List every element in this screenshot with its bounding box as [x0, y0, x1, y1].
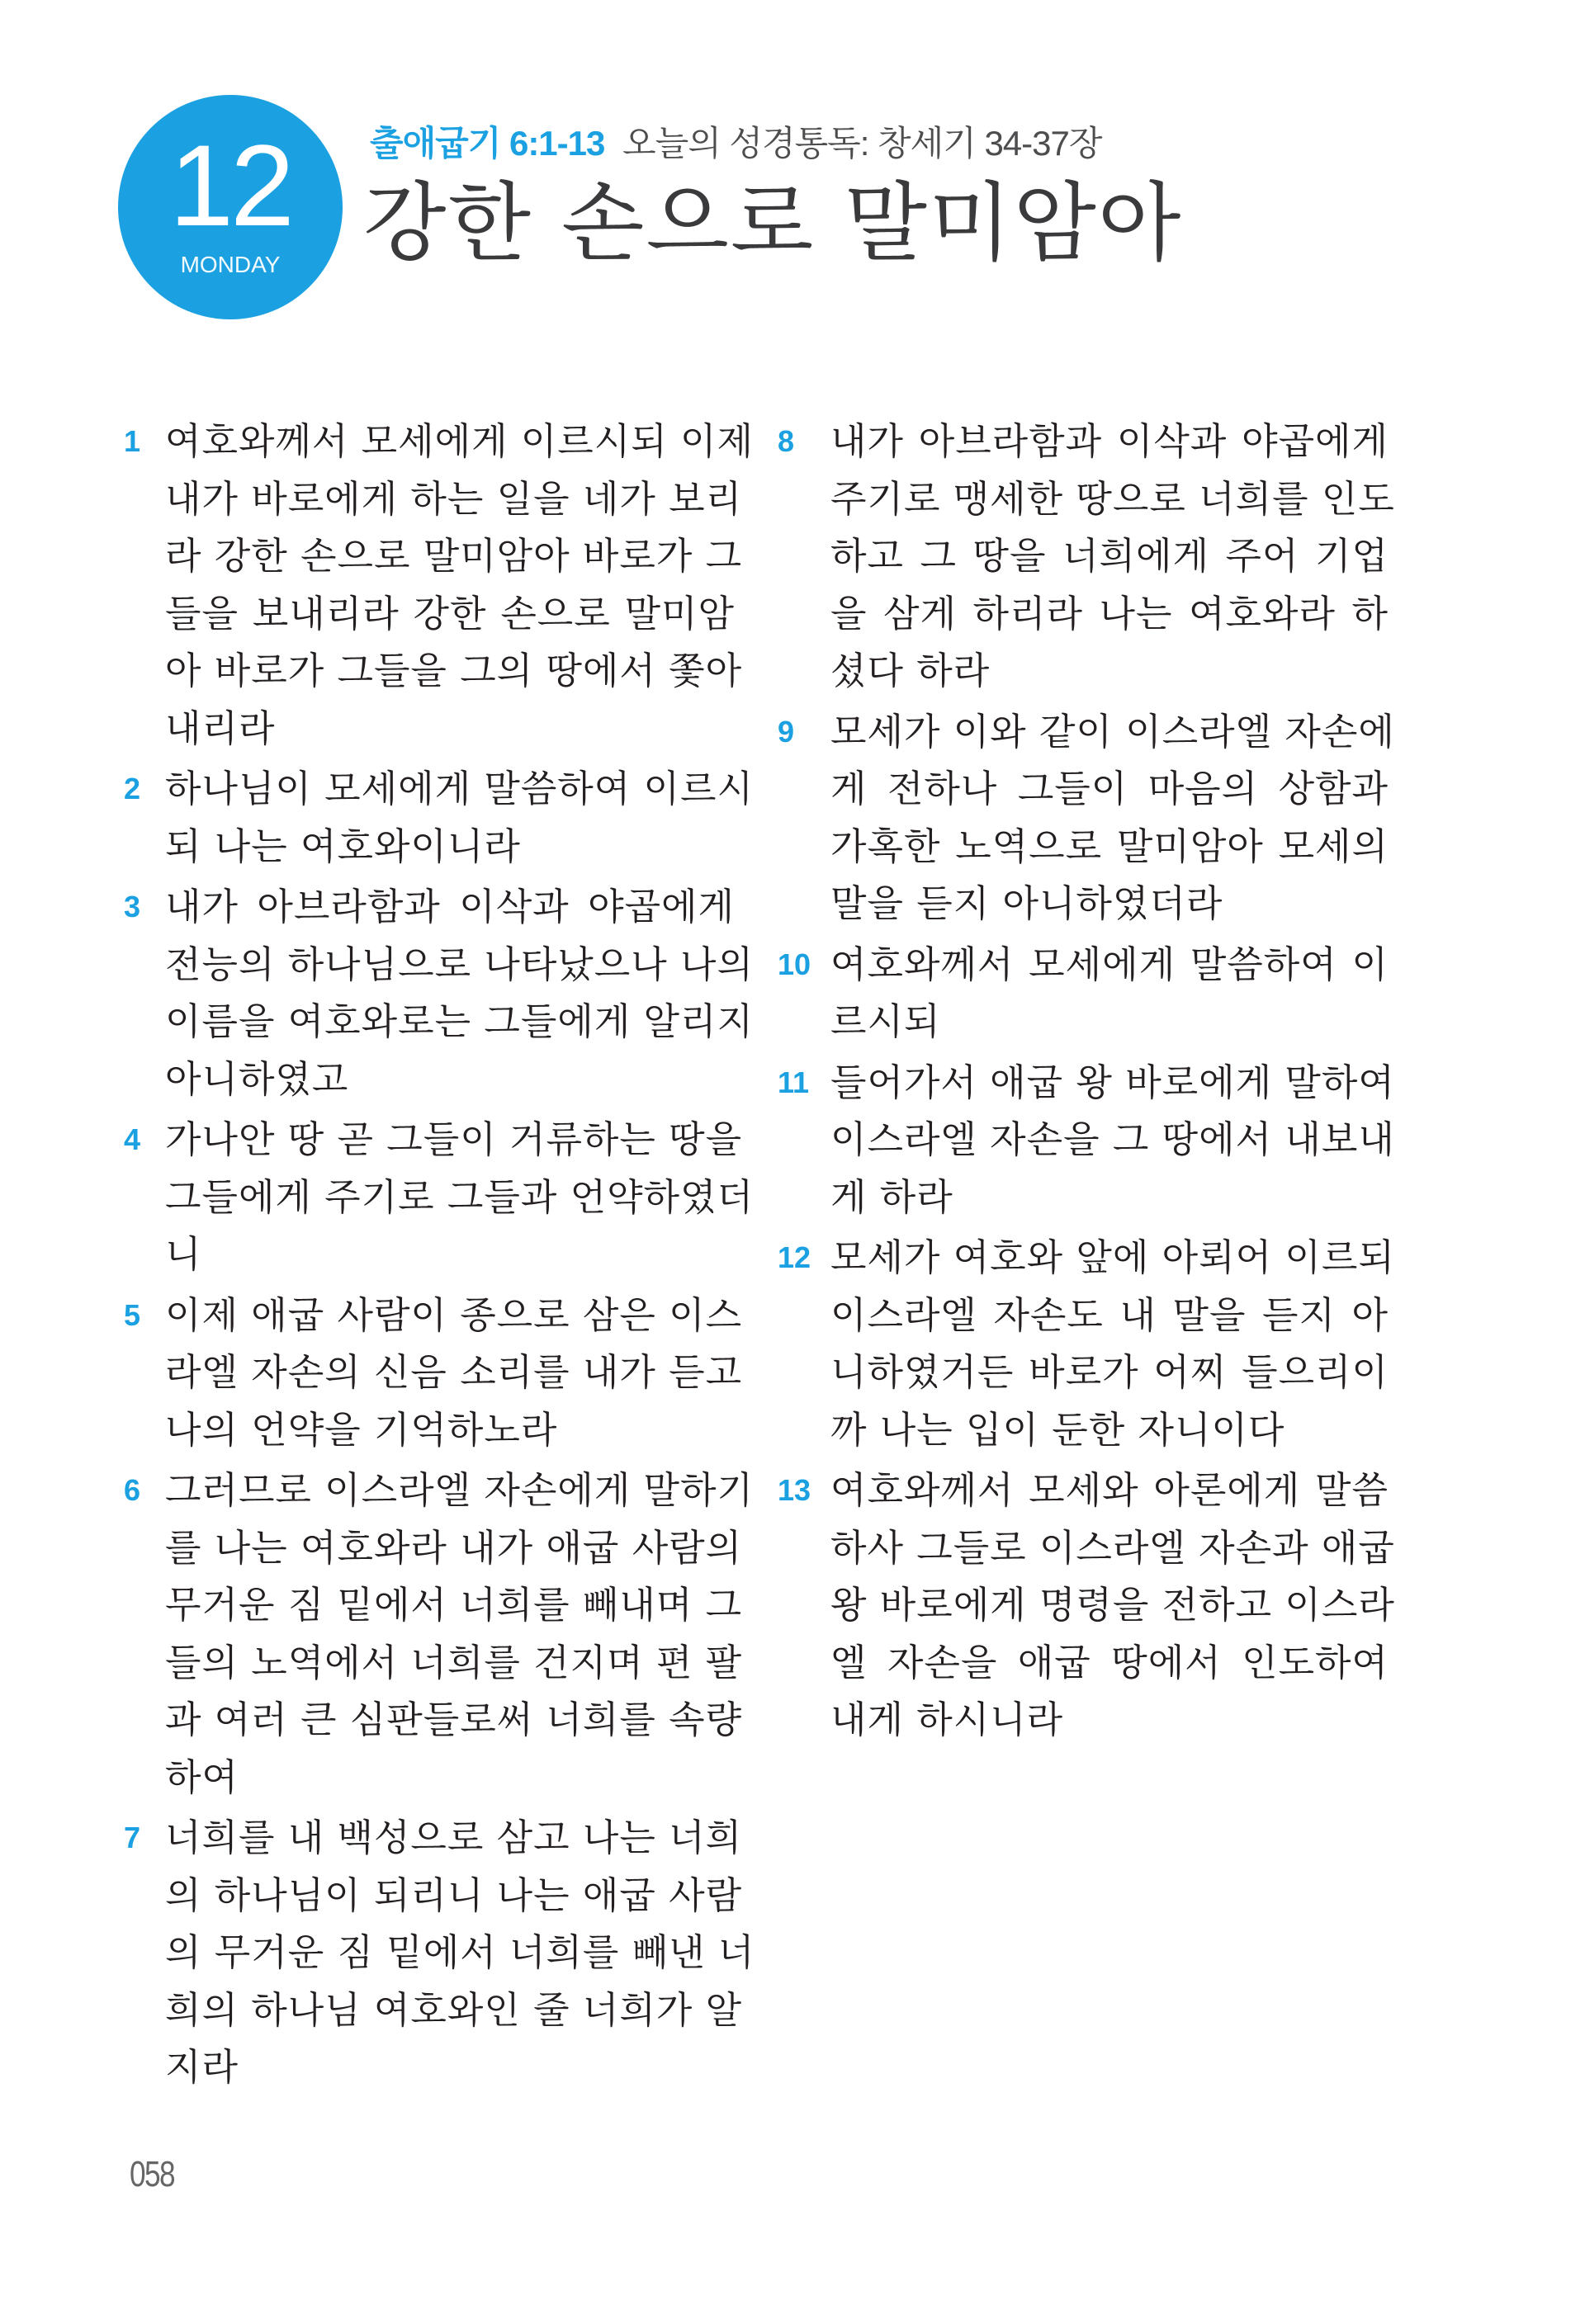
- verse: [778, 1054, 1395, 1226]
- verse-line: 라 강한 손으로 말미암아 바로가 그: [165, 534, 743, 578]
- verse-text: [830, 1462, 1395, 1749]
- verse-line: 모세가 여호와 앞에 아뢰어 이르되: [830, 1235, 1395, 1279]
- verse-number: 9: [778, 714, 795, 749]
- verse-line: 주기로 맹세한 땅으로 너희를 인도: [830, 476, 1395, 521]
- verse-line: 이스라엘 자손도 내 말을 듣지 아: [830, 1292, 1389, 1337]
- verse-number: 6: [124, 1473, 141, 1507]
- verse-line: 모세가 이와 같이 이스라엘 자손에: [830, 709, 1395, 753]
- verse: [778, 1462, 1395, 1749]
- verse: [124, 1287, 743, 1459]
- verse-line: 들의 노역에서 너희를 건지며 편 팔: [165, 1640, 743, 1684]
- verse-line: 그들에게 주기로 그들과 언약하였더: [165, 1174, 754, 1219]
- verse-line: 말을 듣지 아니하였더라: [830, 881, 1223, 925]
- verse-line: 니: [165, 1232, 202, 1276]
- verse: [124, 413, 754, 757]
- scripture-reference: 출애굽기 6:1-13: [370, 124, 605, 163]
- verse-line: 그러므로 이스라엘 자손에게 말하기: [165, 1468, 754, 1512]
- verse: [778, 703, 1395, 933]
- verse-line: 의 하나님이 되리니 나는 애굽 사람: [165, 1873, 743, 1917]
- verse-line: 이스라엘 자손을 그 땅에서 내보내: [830, 1117, 1395, 1161]
- verse-line: 너희를 내 백성으로 삼고 나는 너희: [165, 1816, 743, 1859]
- verse: [778, 413, 1395, 700]
- verse-line: 을 삼게 하리라 나는 여호와라 하: [830, 591, 1389, 635]
- verse-line: 게 하라: [830, 1174, 953, 1219]
- verse-text: [830, 413, 1395, 700]
- verse-line: 희의 하나님 여호와인 줄 너희가 알: [165, 1987, 743, 2032]
- verse-line: 가혹한 노역으로 말미암아 모세의: [830, 824, 1389, 868]
- verse-line: 내가 아브라함과 이삭과 야곱에게: [830, 419, 1389, 463]
- verse: [778, 936, 1389, 1051]
- verse-number: 13: [778, 1473, 811, 1507]
- verse-text: [830, 703, 1395, 933]
- verse-text: [165, 760, 754, 875]
- verse-text: [165, 1809, 755, 2096]
- verse-line: 게 전하나 그들이 마음의 상함과: [830, 767, 1389, 810]
- verse-text: [165, 413, 754, 757]
- verse-line: 전능의 하나님으로 나타났으나 나의: [165, 942, 754, 986]
- verse-number: 7: [124, 1821, 141, 1854]
- verse: [124, 760, 754, 875]
- verse-line: 과 여러 큰 심판들로써 너희를 속량: [165, 1698, 743, 1741]
- verse-line: 왕 바로에게 명령을 전하고 이스라: [830, 1583, 1395, 1627]
- verse-line: 내가 아브라함과 이삭과 야곱에게: [165, 885, 735, 928]
- verse-text: [830, 936, 1389, 1051]
- verse-text: [165, 1111, 754, 1283]
- verse-line: 이제 애굽 사람이 종으로 삼은 이스: [165, 1292, 743, 1337]
- verse-line: 무거운 짐 밑에서 너희를 빼내며 그: [165, 1583, 743, 1627]
- verse-line: 여호와께서 모세에게 이르시되 이제: [165, 419, 754, 463]
- verse-number: 12: [778, 1240, 811, 1274]
- verse-line: 들을 보내리라 강한 손으로 말미암: [165, 591, 735, 635]
- verse-line: 까 나는 입이 둔한 자니이다: [830, 1407, 1285, 1452]
- verse-line: 가나안 땅 곧 그들이 거류하는 땅을: [165, 1117, 743, 1161]
- verse-number: 5: [124, 1297, 141, 1332]
- page-title: 강한 손으로 말미암아: [363, 172, 1183, 273]
- verse-text: [830, 1229, 1395, 1458]
- day-badge: [118, 95, 343, 319]
- verse-line: 하사 그들로 이스라엘 자손과 애굽: [830, 1525, 1395, 1570]
- verse-text: [830, 1054, 1395, 1226]
- verses-column-right: [778, 413, 1395, 1752]
- verse-line: 하여: [165, 1755, 239, 1799]
- verse-line: 하고 그 땅을 너희에게 주어 기업: [830, 534, 1389, 578]
- verse: [124, 1809, 755, 2096]
- daily-reading: 오늘의 성경통독: 창세기 34-37장: [622, 124, 1102, 163]
- verse-line: 르시되: [830, 999, 941, 1043]
- verse-number: 2: [124, 772, 141, 805]
- verse-line: 내가 바로에게 하는 일을 네가 보리: [165, 476, 743, 521]
- verse-line: 내게 하시니라: [830, 1698, 1064, 1741]
- verses-column-left: [124, 413, 755, 2100]
- verse-line: 이름을 여호와로는 그들에게 알리지: [165, 999, 754, 1043]
- verse-line: 의 무거운 짐 밑에서 너희를 빼낸 너: [165, 1930, 755, 1974]
- verse-line: 내리라: [165, 706, 276, 750]
- verse-line: 셨다 하라: [830, 649, 991, 692]
- verse-number: 10: [778, 947, 811, 981]
- verse-line: 나의 언약을 기억하노라: [165, 1407, 558, 1452]
- verse-line: 니하였거든 바로가 어찌 들으리이: [830, 1350, 1389, 1394]
- verse-line: 를 나는 여호와라 내가 애굽 사람의: [165, 1525, 743, 1570]
- verse-number: 11: [778, 1065, 810, 1099]
- verse-line: 라엘 자손의 신음 소리를 내가 듣고: [165, 1350, 743, 1394]
- verse-number: 1: [124, 424, 141, 458]
- verse-line: 여호와께서 모세에게 말씀하여 이: [830, 942, 1389, 986]
- verse-line: 되 나는 여호와이니라: [165, 824, 521, 868]
- verse-number: 4: [124, 1122, 141, 1156]
- reading-subtitle: [370, 122, 1101, 165]
- verse-line: 아 바로가 그들을 그의 땅에서 쫓아: [165, 649, 743, 692]
- verse-text: [165, 1462, 754, 1806]
- verse-number: 8: [778, 424, 795, 458]
- weekday-label: MONDAY: [180, 252, 281, 277]
- verse: [778, 1229, 1395, 1458]
- page-number: 058: [130, 2154, 174, 2194]
- verse: [124, 1111, 754, 1283]
- verse-number: 3: [124, 890, 141, 923]
- verse-line: 들어가서 애굽 왕 바로에게 말하여: [830, 1060, 1395, 1104]
- verse: [124, 1462, 754, 1806]
- verse-line: 하나님이 모세에게 말씀하여 이르시: [165, 767, 754, 810]
- day-number: 12: [169, 120, 291, 250]
- verse-line: 아니하였고: [165, 1056, 349, 1101]
- verse-line: 지라: [165, 2045, 239, 2089]
- verse-text: [165, 1287, 743, 1459]
- verse-line: 여호와께서 모세와 아론에게 말씀: [830, 1468, 1389, 1512]
- verse-text: [165, 878, 754, 1108]
- verse: [124, 878, 754, 1108]
- verse-line: 엘 자손을 애굽 땅에서 인도하여: [830, 1640, 1389, 1684]
